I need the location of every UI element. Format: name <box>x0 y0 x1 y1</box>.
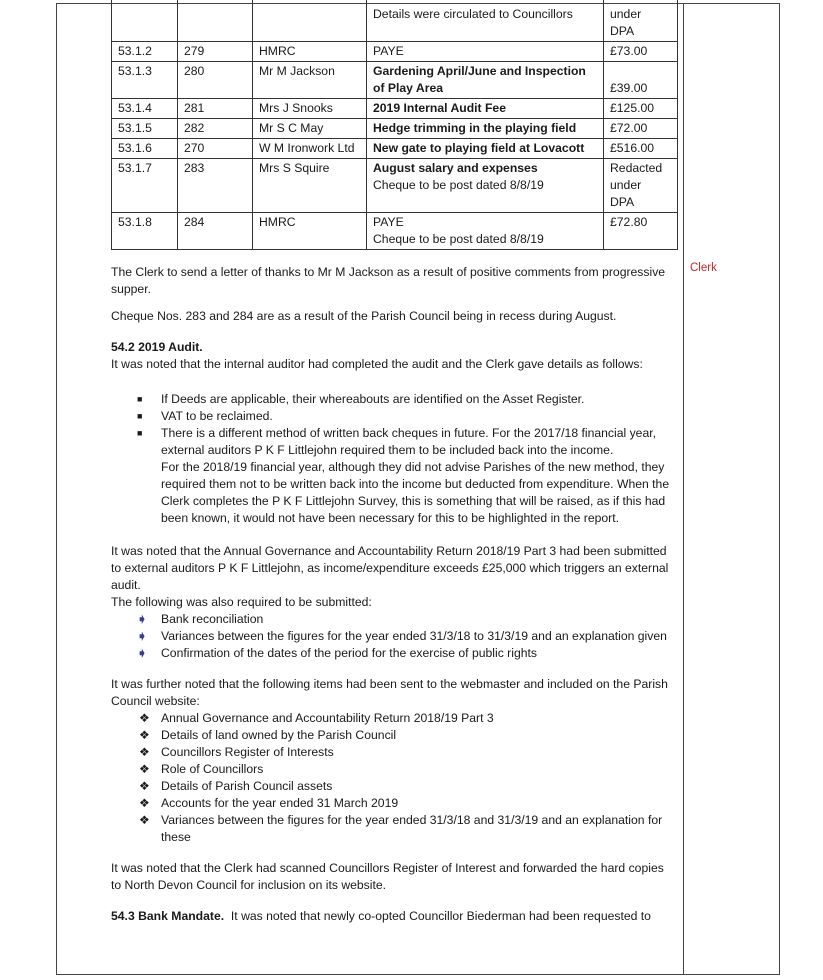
table-row <box>112 119 678 139</box>
table-row <box>112 62 678 99</box>
action-note-clerk: Clerk <box>690 262 717 274</box>
payment-ref-cell: 53.1.5 <box>112 119 178 139</box>
list-item: ❖ Councillors Register of Interests <box>139 745 334 759</box>
square-bullet-icon: ■ <box>137 394 143 404</box>
payment-ref-cell: 53.1.6 <box>112 139 178 159</box>
list-item: ■ There is a different method of written back cheques in future. For the 2017/18 financial year, external auditors P K F Littlejohn required them to be included back into the income. <box>137 426 657 457</box>
audit-points-list <box>111 391 677 459</box>
table-row <box>112 0 678 42</box>
cheque-number-cell: 270 <box>178 139 253 159</box>
cheques-paragraph: Cheque Nos. 283 and 284 are as a result of the Parish Council being in recess during August. <box>111 309 617 323</box>
cheque-number-cell: 280 <box>178 62 253 99</box>
cheque-number-cell: 284 <box>178 213 253 250</box>
cheque-number-cell: 279 <box>178 42 253 62</box>
audit-heading: 54.2 2019 Audit. <box>111 340 203 354</box>
payee-cell: Mrs S Squire <box>253 159 367 213</box>
agar-paragraph: It was noted that the Annual Governance and Accountability Return 2018/19 Part 3 had been submitted to external auditors P K F Littlejohn, as income/expenditure exceeds £25,000 which triggers an external audit. <box>111 544 669 592</box>
thanks-paragraph: The Clerk to send a letter of thanks to Mr M Jackson as a result of positive comments from progressive supper. <box>111 265 666 296</box>
payment-ref-cell: 53.1.3 <box>112 62 178 99</box>
square-bullet-icon: ■ <box>137 428 143 438</box>
agar-also: The following was also required to be submitted: <box>111 595 372 609</box>
list-item: ❖ Details of land owned by the Parish Council <box>139 728 397 742</box>
amount-cell: £125.00 <box>604 99 678 119</box>
payee-cell: HMRC <box>253 42 367 62</box>
amount-cell: £72.00 <box>604 119 678 139</box>
diamond-bullet-icon: ❖ <box>139 711 150 725</box>
payment-ref-cell: 53.1.7 <box>112 159 178 213</box>
bank-heading: 54.3 Bank Mandate. <box>111 909 225 923</box>
arrow-bullet-icon: ➧ <box>137 646 148 660</box>
diamond-bullet-icon: ❖ <box>139 728 150 742</box>
cheque-number-cell: 283 <box>178 159 253 213</box>
payee-cell <box>253 0 367 42</box>
payment-ref-cell: 53.1.8 <box>112 213 178 250</box>
amount-cell: £516.00 <box>604 139 678 159</box>
details-cell: New gate to playing field at Lovacott <box>367 139 604 159</box>
payee-cell: Mr S C May <box>253 119 367 139</box>
list-item: ❖ Annual Governance and Accountability Return 2018/19 Part 3 <box>139 711 494 725</box>
payment-ref-cell: 53.1.4 <box>112 99 178 119</box>
list-item: ■ If Deeds are applicable, their whereabouts are identified on the Asset Register. <box>137 392 585 406</box>
payments-table <box>111 0 678 250</box>
website-paragraph: It was further noted that the following items had been sent to the webmaster and included on the Parish Council website: <box>111 677 668 708</box>
amount-cell: Redacted under DPA <box>604 159 678 213</box>
cheque-number-cell: 281 <box>178 99 253 119</box>
arrow-bullet-icon: ➧ <box>137 612 148 626</box>
list-item: ■ VAT to be reclaimed. <box>137 409 273 423</box>
diamond-bullet-icon: ❖ <box>139 745 150 759</box>
audit-continuation: For the 2018/19 financial year, although they did not advise Parishes of the new method, they required them not to be written back into the income but deducted from expenditure. When the Clerk completes the P K F Littlejohn Survey, this is something that will be raised, as if this had been known, it would not have been necessary for this to be highlighted in the report. <box>161 460 670 525</box>
cheque-number-cell: 282 <box>178 119 253 139</box>
details-cell: August salary and expenses Cheque to be post dated 8/8/19 <box>367 159 604 213</box>
details-cell: PAYE Cheque to be post dated 8/8/19 <box>367 213 604 250</box>
list-item: ❖ Details of Parish Council assets <box>139 779 333 793</box>
scan-paragraph: It was noted that the Clerk had scanned Councillors Register of Interest and forwarded the hard copies to North Devon Council for inclusion on its website. <box>111 861 664 892</box>
details-cell: Details were circulated to Councillors <box>367 0 604 42</box>
list-item: ❖ Accounts for the year ended 31 March 2019 <box>139 796 399 810</box>
list-item: ❖ Role of Councillors <box>139 762 264 776</box>
amount-cell: £39.00 <box>604 62 678 99</box>
audit-intro: It was noted that the internal auditor had completed the audit and the Clerk gave details as follows: <box>111 357 643 371</box>
table-row <box>112 139 678 159</box>
diamond-bullet-icon: ❖ <box>139 762 150 776</box>
payee-cell: HMRC <box>253 213 367 250</box>
list-item: ➧ Bank reconciliation <box>137 612 264 626</box>
diamond-bullet-icon: ❖ <box>139 813 150 827</box>
details-cell: Gardening April/June and Inspection of Play Area <box>367 62 604 99</box>
margin-divider <box>683 3 684 975</box>
payee-cell: Mrs J Snooks <box>253 99 367 119</box>
table-row <box>112 213 678 250</box>
details-cell: 2019 Internal Audit Fee <box>367 99 604 119</box>
table-row <box>112 42 678 62</box>
agar-items-list <box>111 611 677 662</box>
arrow-bullet-icon: ➧ <box>137 629 148 643</box>
list-item: ➧ Confirmation of the dates of the period for the exercise of public rights <box>137 646 537 660</box>
details-cell: Hedge trimming in the playing field <box>367 119 604 139</box>
list-item: ❖ Variances between the figures for the year ended 31/3/18 and 31/3/19 and an explanation for these <box>139 813 663 844</box>
website-items-list <box>111 710 677 846</box>
bank-mandate-paragraph <box>111 908 677 925</box>
table-row <box>112 159 678 213</box>
bank-text: It was noted that newly co-opted Councillor Biederman had been requested to <box>230 909 651 923</box>
amount-cell: £73.00 <box>604 42 678 62</box>
diamond-bullet-icon: ❖ <box>139 796 150 810</box>
table-row <box>112 99 678 119</box>
square-bullet-icon: ■ <box>137 411 143 421</box>
payee-cell: Mr M Jackson <box>253 62 367 99</box>
payee-cell: W M Ironwork Ltd <box>253 139 367 159</box>
amount-cell: £72.80 <box>604 213 678 250</box>
payment-ref-cell <box>112 0 178 42</box>
minutes-content <box>111 0 677 925</box>
details-cell: PAYE <box>367 42 604 62</box>
payment-ref-cell: 53.1.2 <box>112 42 178 62</box>
cheque-number-cell <box>178 0 253 42</box>
list-item: ➧ Variances between the figures for the year ended 31/3/18 to 31/3/19 and an explanation given <box>137 629 667 643</box>
diamond-bullet-icon: ❖ <box>139 779 150 793</box>
amount-cell: under DPA <box>604 0 678 42</box>
